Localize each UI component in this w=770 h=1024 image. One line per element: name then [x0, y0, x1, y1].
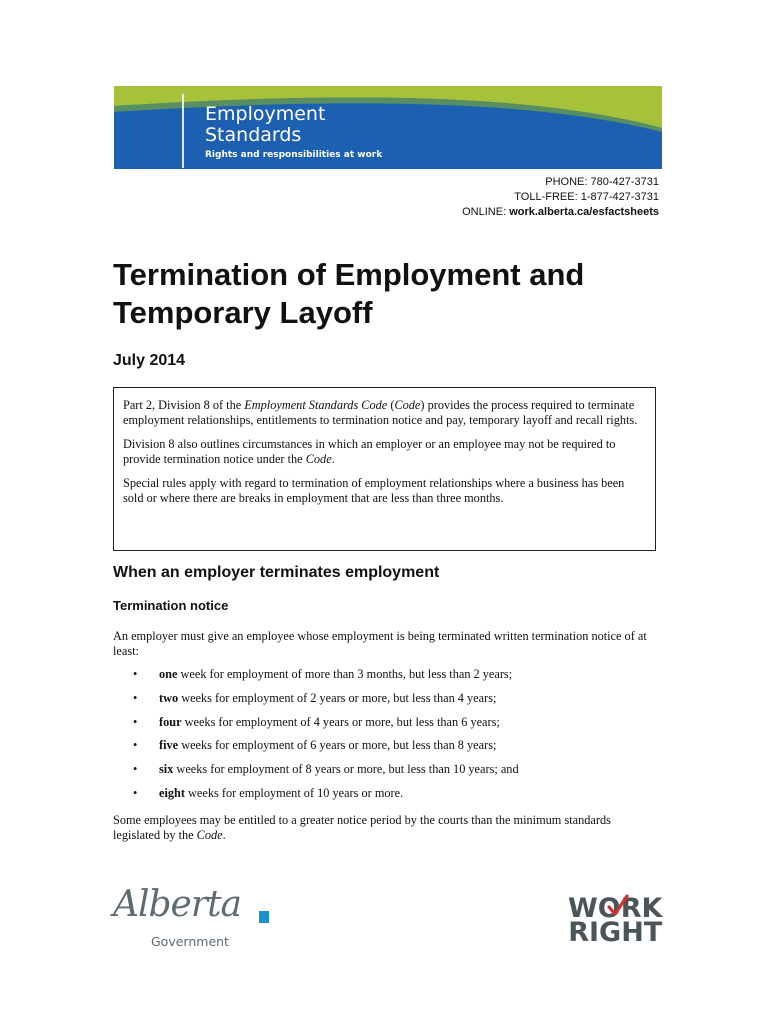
list-item-bold: six: [159, 762, 174, 777]
courts-paragraph: [113, 813, 653, 843]
bullet-icon: •: [133, 762, 138, 777]
intro-p1-b: (: [387, 398, 395, 412]
banner-graphic: [114, 86, 662, 169]
list-item-text: weeks for employment of 2 years or more, but less than 4 years;: [178, 690, 497, 705]
intro-box: [113, 387, 656, 551]
intro-p1-code: Code: [394, 398, 421, 412]
banner-title-line2: Standards: [205, 124, 302, 146]
list-item: [113, 667, 653, 691]
section-heading: When an employer terminates employment: [113, 564, 440, 581]
bullet-icon: •: [133, 738, 138, 753]
banner-divider: [182, 94, 184, 168]
list-item-text: weeks for employment of 4 years or more, but less than 6 years;: [181, 714, 500, 729]
banner-subtitle: Rights and responsibilities at work: [205, 150, 383, 160]
online-line: [462, 205, 659, 220]
intro-paragraph-2: [123, 437, 644, 467]
list-item: [113, 691, 653, 715]
tollfree-line: [462, 190, 659, 205]
list-item-bold: five: [159, 738, 179, 753]
alberta-logo-wordmark: Alberta: [113, 884, 241, 925]
list-item-bold: eight: [159, 785, 185, 800]
intro-paragraph-1: [123, 398, 644, 428]
page-title: Termination of Employment and Temporary Layoff: [113, 257, 585, 330]
bullet-icon: •: [133, 785, 138, 800]
tollfree-number: 1-877-427-3731: [580, 191, 659, 203]
bullet-icon: •: [133, 714, 138, 729]
list-item: [113, 786, 653, 810]
alberta-logo-government: Government: [151, 934, 229, 949]
subheading-termination-notice: Termination notice: [113, 598, 229, 613]
courts-text: Some employees may be entitled to a greater notice period by the courts than the minimum standards legislated by the: [113, 813, 611, 842]
intro-p2-code: Code: [305, 452, 332, 466]
intro-p2-b: .: [331, 452, 335, 466]
notice-period-list: [113, 667, 653, 810]
phone-label: PHONE:: [545, 176, 591, 188]
banner-text: [205, 104, 382, 160]
employment-standards-banner: [114, 86, 662, 169]
tollfree-label: TOLL-FREE:: [514, 191, 581, 203]
online-link[interactable]: work.alberta.ca/esfactsheets: [509, 206, 659, 218]
list-item-text: weeks for employment of 10 years or more.: [184, 785, 404, 800]
list-item: [113, 762, 653, 786]
list-item: [113, 738, 653, 762]
work-right-line2: RIGHT: [568, 917, 663, 948]
publication-date: July 2014: [113, 352, 186, 369]
intro-paragraph-3: Special rules apply with regard to termination of employment relationships where a business has been sold or where there are breaks in employment that are less than three months.: [123, 476, 625, 505]
courts-period: .: [222, 828, 226, 842]
checkmark-icon: [606, 893, 630, 919]
phone-line: [462, 175, 659, 190]
courts-code: Code: [196, 828, 223, 842]
work-right-line1: WORK: [568, 893, 663, 924]
list-item-text: weeks for employment of 6 years or more, but less than 8 years;: [178, 738, 497, 753]
list-item-bold: four: [159, 714, 182, 729]
bullet-icon: •: [133, 690, 138, 705]
list-item-bold: one: [159, 667, 178, 681]
bullet-icon: •: [133, 667, 138, 681]
list-item-bold: two: [159, 690, 179, 705]
intro-p1-code-name: Employment Standards Code: [244, 398, 388, 412]
list-item: [113, 715, 653, 739]
intro-p1-a: Part 2, Division 8 of the: [123, 398, 245, 412]
alberta-logo-square-icon: [259, 911, 269, 923]
intro-p2-a: Division 8 also outlines circumstances in which an employer or an employee may not be required to provide termination notice under the: [123, 437, 616, 466]
contact-info: [462, 175, 659, 220]
phone-number: 780-427-3731: [590, 176, 659, 188]
banner-title-line1: Employment: [205, 103, 326, 125]
list-item-text: weeks for employment of 8 years or more, but less than 10 years; and: [173, 762, 519, 777]
notice-intro-paragraph: An employer must give an employee whose employment is being terminated written termination notice of at least:: [113, 629, 647, 658]
list-item-text: week for employment of more than 3 months, but less than 2 years;: [177, 667, 513, 681]
online-label: ONLINE:: [462, 206, 510, 218]
intro-p1-c: ) provides the process required to terminate employment relationships, entitlements to termination notice and pay, temporary layoff and recall rights.: [123, 398, 638, 427]
